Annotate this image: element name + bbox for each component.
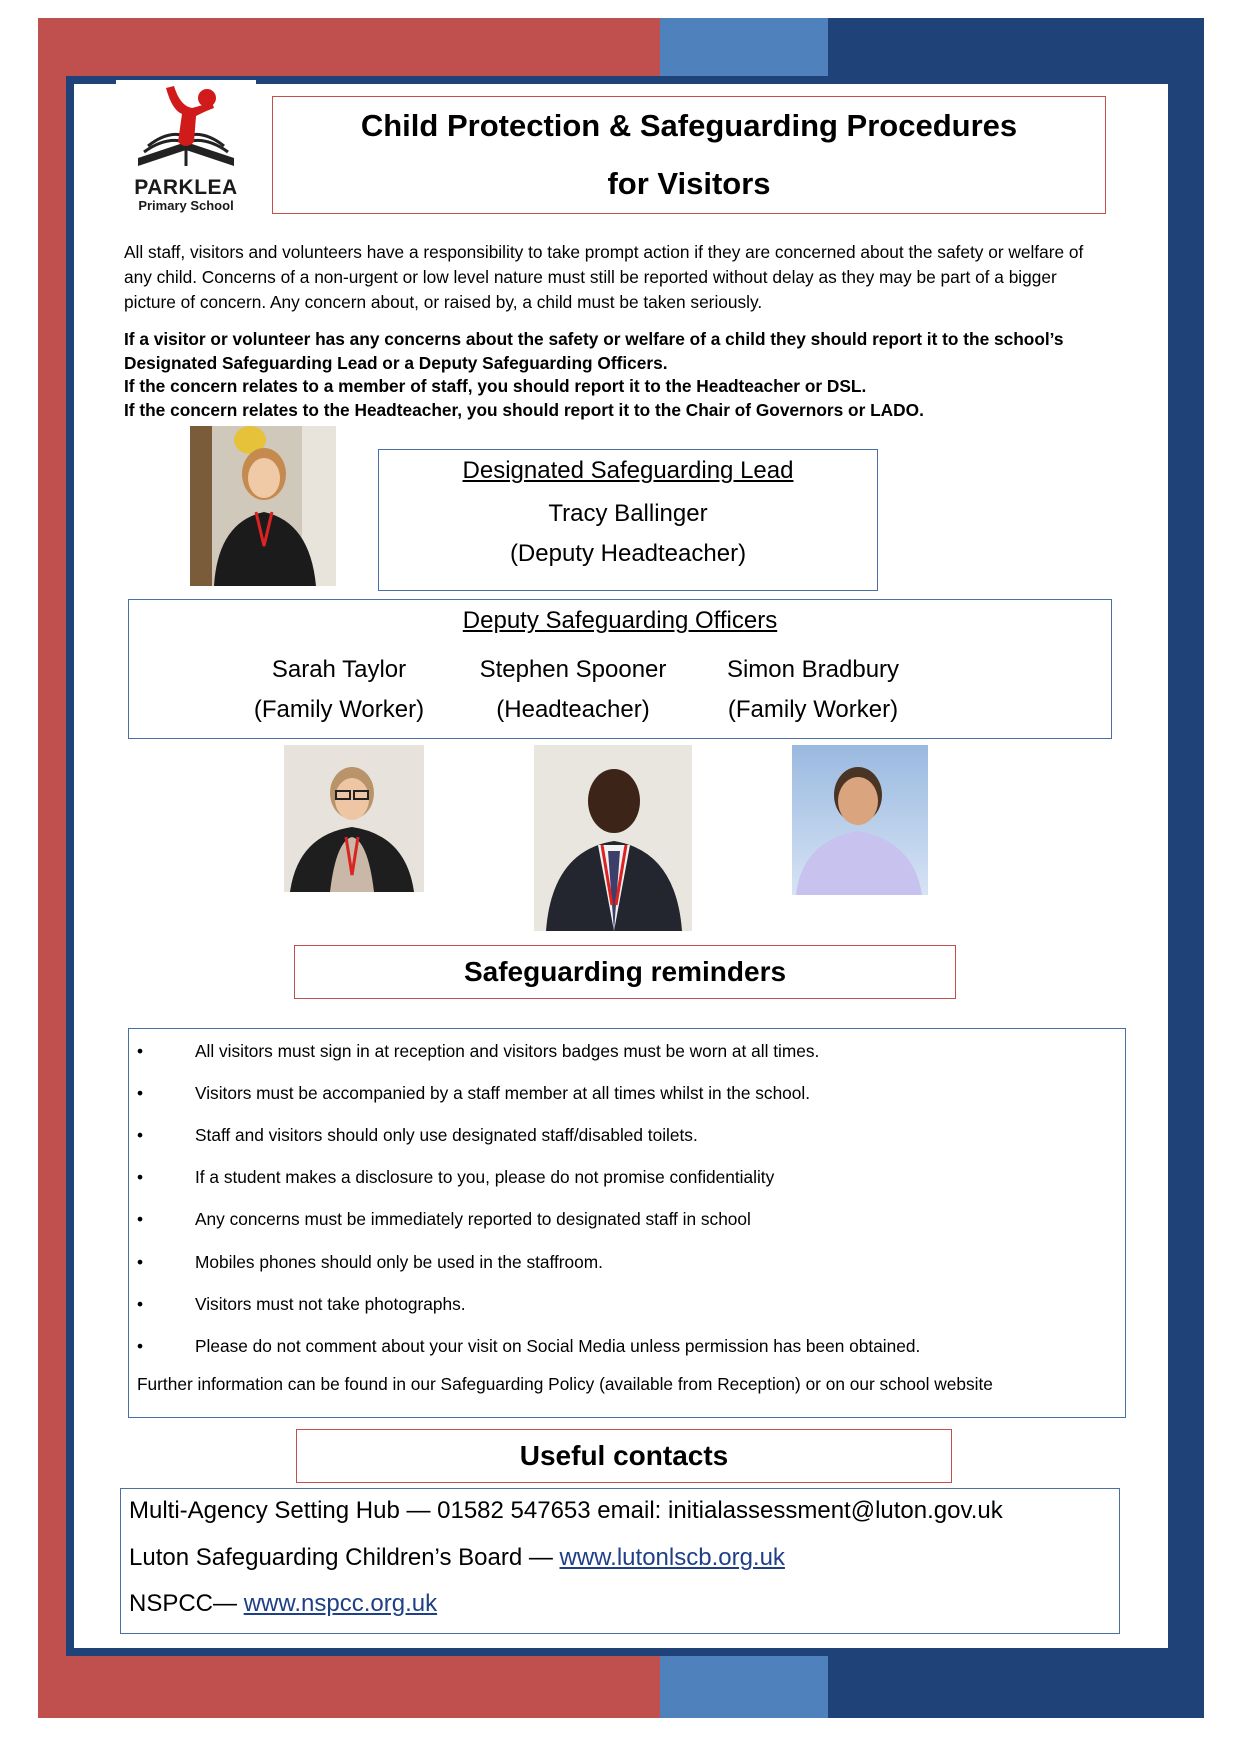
bullet-icon: • xyxy=(137,1252,144,1272)
dso-person-name: Simon Bradbury xyxy=(726,656,900,683)
dso-person-role: (Headteacher) xyxy=(496,696,650,723)
book-figure-icon xyxy=(116,80,256,180)
logo-name: PARKLEA xyxy=(134,176,238,199)
dso-photo-sarah xyxy=(284,745,424,892)
title-line-2: for Visitors xyxy=(607,166,771,201)
contact-lscb-label: Luton Safeguarding Children’s Board — xyxy=(129,1544,560,1571)
reminder-text: If a student makes a disclosure to you, please do not promise confidentiality xyxy=(195,1167,775,1187)
logo-subtitle: Primary School xyxy=(138,198,234,213)
dso-photo-simon xyxy=(792,745,928,895)
dso-person-name: Stephen Spooner xyxy=(479,656,667,683)
dso-person xyxy=(703,650,923,730)
reminders-footer: Further information can be found in our Safeguarding Policy (available from Reception) or on our school website xyxy=(137,1374,993,1394)
bullet-icon: • xyxy=(137,1083,144,1103)
bullet-icon: • xyxy=(137,1336,144,1356)
bullet-icon: • xyxy=(137,1041,144,1061)
reminder-text: All visitors must sign in at reception and visitors badges must be worn at all times. xyxy=(195,1041,820,1061)
dsl-photo xyxy=(190,426,336,586)
dso-person xyxy=(239,650,439,730)
reminder-text: Please do not comment about your visit on Social Media unless permission has been obtained. xyxy=(195,1336,921,1356)
instruction-line: If a visitor or volunteer has any concerns about the safety or welfare of a child they should report it to the school’s Designated Safeguarding Lead or a Deputy Safeguarding Officers. xyxy=(124,329,1064,373)
school-logo xyxy=(116,80,256,220)
reminder-text: Visitors must not take photographs. xyxy=(195,1294,466,1314)
contact-lscb xyxy=(129,1544,785,1572)
bullet-icon: • xyxy=(137,1167,144,1187)
bullet-icon: • xyxy=(137,1294,144,1314)
instruction-line: If the concern relates to a member of staff, you should report it to the Headteacher or DSL. xyxy=(124,376,867,396)
contact-nspcc-label: NSPCC— xyxy=(129,1590,244,1617)
contact-mash: Multi-Agency Setting Hub — 01582 547653 email: initialassessment@luton.gov.uk xyxy=(129,1497,1003,1524)
contacts-panel xyxy=(120,1488,1120,1634)
lscb-link[interactable]: www.lutonlscb.org.uk xyxy=(559,1544,785,1571)
contact-nspcc xyxy=(129,1590,437,1618)
dso-photo-stephen xyxy=(534,745,692,931)
instruction-line: If the concern relates to the Headteacher, you should report it to the Chair of Governors or LADO. xyxy=(124,399,924,420)
dso-person-role: (Family Worker) xyxy=(727,696,899,723)
dsl-heading: Designated Safeguarding Lead xyxy=(462,457,794,484)
dso-panel xyxy=(128,599,1112,739)
title-line-1: Child Protection & Safeguarding Procedures xyxy=(360,108,1018,143)
bullet-icon: • xyxy=(137,1125,144,1145)
nspcc-link[interactable]: www.nspcc.org.uk xyxy=(243,1590,438,1617)
reminders-panel xyxy=(128,1028,1126,1418)
intro-paragraph: All staff, visitors and volunteers have a responsibility to take prompt action if they are concerned about the safety or welfare of any child. Concerns of a non-urgent or low level nature must still be reported without delay as they may be part of a bigger picture of concern. Any concern about, or raised by, a child must be taken seriously. xyxy=(124,242,1084,312)
dsl-name: Tracy Ballinger xyxy=(548,500,708,527)
reminder-text: Staff and visitors should only use designated staff/disabled toilets. xyxy=(195,1125,698,1145)
dsl-panel xyxy=(378,449,878,591)
dsl-role: (Deputy Headteacher) xyxy=(509,540,747,567)
reminder-text: Any concerns must be immediately reported to designated staff in school xyxy=(195,1209,751,1229)
page-title xyxy=(272,96,1106,214)
poster-content xyxy=(74,84,1168,1648)
contacts-heading: Useful contacts xyxy=(296,1429,952,1483)
bullet-icon: • xyxy=(137,1209,144,1229)
reminders-heading: Safeguarding reminders xyxy=(294,945,956,999)
dso-person-name: Sarah Taylor xyxy=(271,656,407,683)
reminder-text: Visitors must be accompanied by a staff member at all times whilst in the school. xyxy=(195,1083,811,1103)
dso-heading: Deputy Safeguarding Officers xyxy=(462,607,778,634)
reminder-text: Mobiles phones should only be used in the staffroom. xyxy=(195,1252,603,1272)
dso-person xyxy=(473,650,673,730)
reporting-instructions xyxy=(124,328,1124,422)
dso-person-role: (Family Worker) xyxy=(253,696,425,723)
